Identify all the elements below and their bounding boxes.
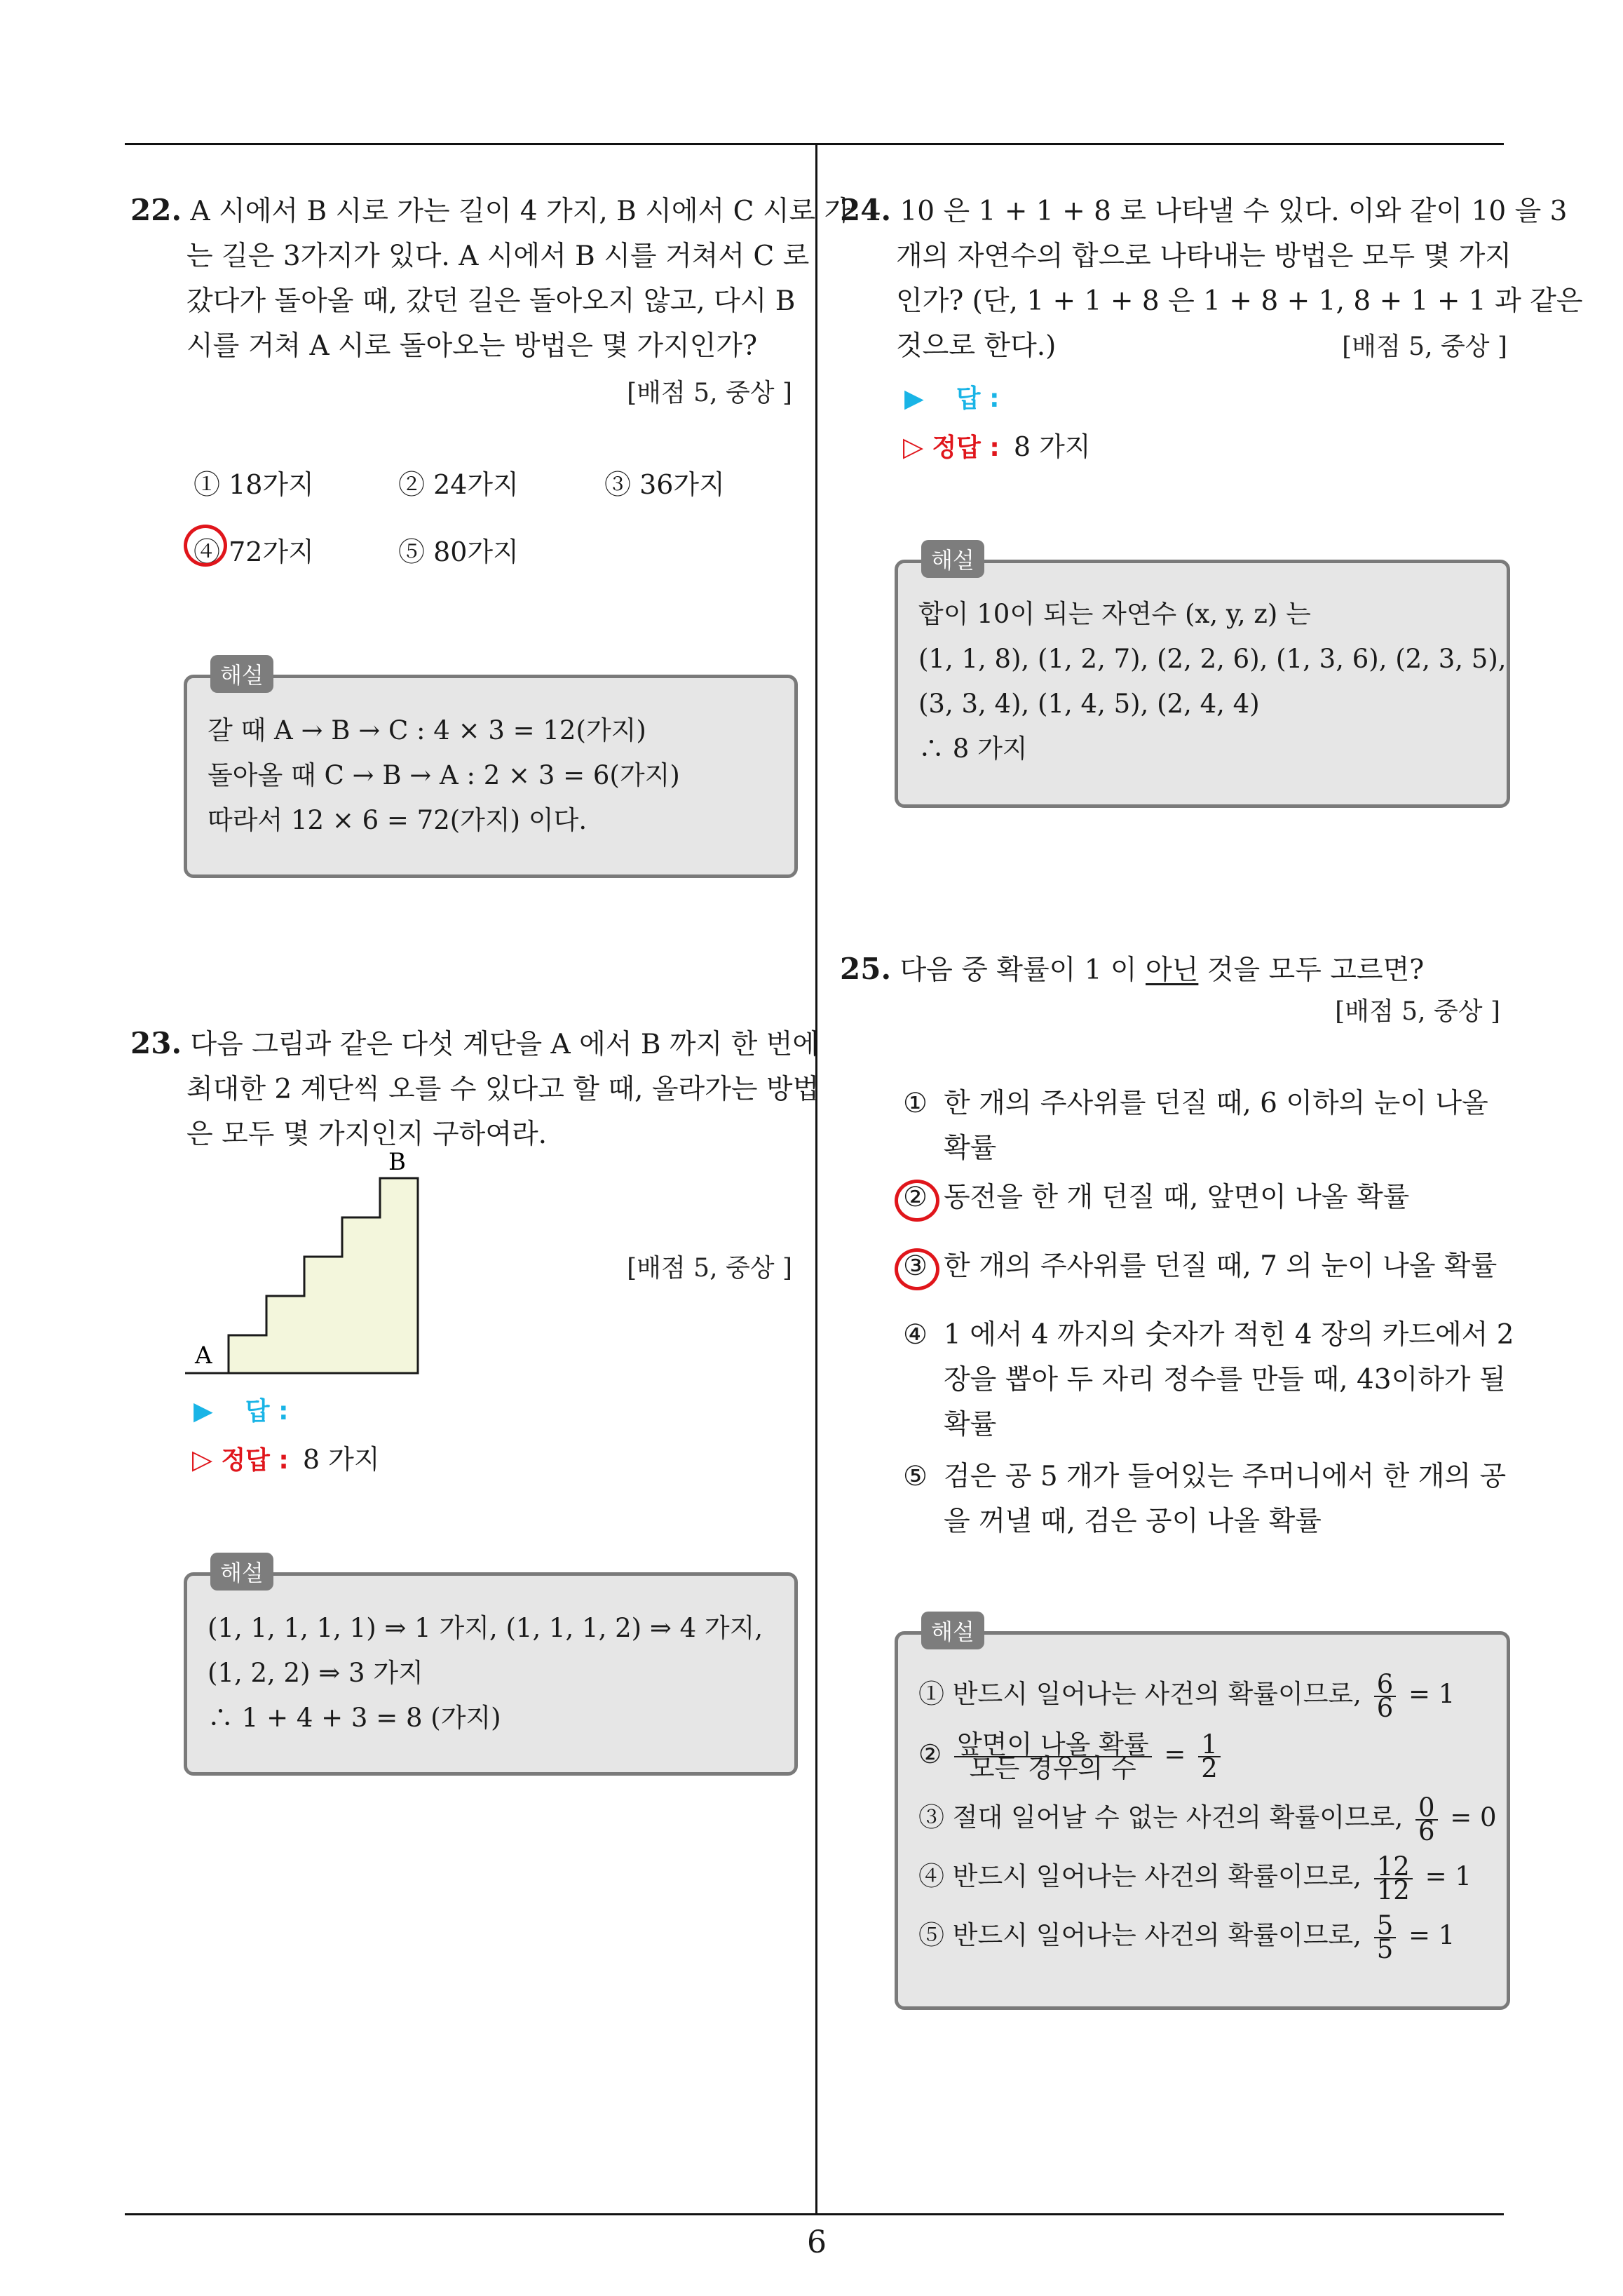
solution-text [208, 708, 680, 843]
label-b: B [388, 1148, 406, 1176]
score-label: [배점 5, 중상 ] [627, 379, 792, 407]
solution-line: ∴ 1 + 4 + 3 = 8 (가지) [208, 1703, 501, 1733]
question-text: 것을 모두 고르면? [1198, 954, 1425, 986]
page-number: 6 [807, 2224, 827, 2260]
solution-line-4 [918, 1851, 1472, 1905]
fraction: $\frac{1}{2}$ [1198, 1734, 1221, 1780]
score-label: [배점 5, 중상 ] [627, 1254, 792, 1283]
solution-text: ③ 절대 일어날 수 없는 사건의 확률이므로, [918, 1802, 1404, 1832]
answer-line [193, 1391, 289, 1427]
solution-result: = 1 [1425, 1861, 1472, 1891]
choice-text: 장을 뽑아 두 자리 정수를 만들 때, 43이하가 될 [944, 1364, 1506, 1396]
solution-text: ⑤ 반드시 일어나는 사건의 확률이므로, [918, 1920, 1361, 1950]
question-text: 다음 중 확률이 1 이 [899, 954, 1146, 986]
choice-text: 동전을 한 개 던질 때, 앞면이 나올 확률 [944, 1182, 1410, 1213]
question-text: 인가? (단, 1 + 1 + 8 은 1 + 8 + 1, 8 + 1 + 1 과 같은 [896, 285, 1583, 317]
score-label: [배점 5, 중상 ] [1335, 997, 1500, 1026]
choice-text: 검은 공 5 개가 들어있는 주머니에서 한 개의 공 [944, 1461, 1507, 1492]
choice-mark: ③ [903, 1250, 928, 1282]
answer-arrow-icon: ▶ [904, 384, 924, 413]
solution-line-2 [918, 1729, 1225, 1783]
stairs-shape [186, 1178, 418, 1373]
choice-3[interactable] [903, 1244, 1506, 1289]
choice-text: 확률 [944, 1409, 997, 1440]
choice-3[interactable]: ③ 36가지 [604, 469, 725, 500]
score-label: [배점 5, 중상 ] [1342, 332, 1507, 361]
choice-2[interactable] [903, 1175, 1506, 1220]
correct-answer-line [903, 425, 1091, 464]
question-text: 것으로 한다.) [896, 330, 1057, 362]
solution-tag: 해설 [921, 540, 984, 578]
fraction: $\frac{12}{12}$ [1374, 1856, 1413, 1902]
choice-text: 확률 [944, 1133, 997, 1164]
choice-mark: ① [903, 1088, 928, 1119]
solution-result: = 0 [1450, 1802, 1497, 1832]
solution-text: ④ 반드시 일어나는 사건의 확률이므로, [918, 1861, 1361, 1891]
choice-4[interactable]: ④ 72가지 [193, 536, 314, 567]
choice-5[interactable] [903, 1454, 1506, 1544]
column-divider [815, 143, 817, 2215]
solution-eq: = [1164, 1739, 1186, 1769]
question-number: 23. [130, 1026, 182, 1060]
question-25 [840, 947, 1513, 993]
question-text: 시를 거쳐 A 시로 돌아오는 방법은 몇 가지인가? [186, 330, 757, 362]
answer-label: 답 : [245, 1397, 289, 1426]
answer-label: 답 : [956, 384, 1000, 413]
question-23 [130, 1021, 820, 1157]
solution-tag: 해설 [210, 1553, 273, 1591]
marked-answer-circle [895, 1248, 939, 1290]
correct-value: 8 가지 [302, 1444, 380, 1475]
solution-line: (1, 2, 2) ⇒ 3 가지 [208, 1658, 423, 1688]
choice-5[interactable]: ⑤ 80가지 [398, 536, 519, 567]
bottom-rule [125, 2213, 1504, 2215]
fraction: $\frac{5}{5}$ [1374, 1915, 1397, 1961]
solution-line: 합이 10이 되는 자연수 (x, y, z) 는 [918, 599, 1311, 629]
solution-line-1 [918, 1668, 1455, 1723]
solution-mark: ② [918, 1739, 942, 1769]
choice-mark: ④ [903, 1319, 928, 1351]
correct-answer-line [192, 1438, 380, 1476]
solution-line: 돌아올 때 C → B → A : 2 × 3 = 6(가지) [208, 760, 680, 790]
marked-answer-circle [184, 525, 227, 567]
solution-line-3 [918, 1792, 1497, 1846]
solution-line: (3, 3, 4), (1, 4, 5), (2, 4, 4) [918, 689, 1260, 719]
question-text: 는 길은 3가지가 있다. A 시에서 B 시를 거쳐서 C 로 [186, 241, 810, 272]
correct-arrow-icon: ▷ [903, 431, 924, 462]
answer-line [904, 379, 1000, 414]
question-number: 24. [840, 193, 892, 227]
choice-text: 한 개의 주사위를 던질 때, 7 의 눈이 나올 확률 [944, 1250, 1498, 1282]
question-text: A 시에서 B 시로 가는 길이 4 가지, B 시에서 C 시로 가 [190, 196, 851, 227]
top-rule [125, 143, 1504, 145]
choice-1[interactable]: ① 18가지 [193, 469, 314, 500]
question-text: 최대한 2 계단씩 오를 수 있다고 할 때, 올라가는 방법 [186, 1074, 820, 1105]
answer-arrow-icon: ▶ [193, 1397, 213, 1426]
question-number: 22. [130, 193, 182, 227]
solution-line: 따라서 12 × 6 = 72(가지) 이다. [208, 805, 588, 835]
solution-line: (1, 1, 1, 1, 1) ⇒ 1 가지, (1, 1, 1, 2) ⇒ 4 가지, [208, 1613, 763, 1643]
fraction: $\frac{\text{앞면이 나올 확률}}{\text{모든 경우의 수}}$ [954, 1734, 1152, 1780]
solution-line: (1, 1, 8), (1, 2, 7), (2, 2, 6), (1, 3, 6), (2, 3, 5), [918, 644, 1507, 674]
choice-4[interactable] [903, 1313, 1514, 1447]
question-text: 다음 그림과 같은 다섯 계단을 A 에서 B 까지 한 번에 [190, 1029, 820, 1060]
correct-label: 정답 : [932, 433, 1000, 462]
question-text: 개의 자연수의 합으로 나타내는 방법은 모두 몇 가지 [896, 241, 1512, 272]
fraction: $\frac{6}{6}$ [1374, 1673, 1397, 1720]
choice-mark: ⑤ [903, 1461, 928, 1492]
solution-text [208, 1606, 763, 1741]
question-number: 25. [840, 952, 892, 986]
question-text: 10 은 1 + 1 + 8 로 나타낼 수 있다. 이와 같이 10 을 3 [899, 196, 1568, 227]
stairs-figure [182, 1142, 435, 1380]
solution-tag: 해설 [921, 1612, 984, 1649]
solution-text [918, 592, 1507, 771]
solution-line-5 [918, 1910, 1455, 1964]
solution-line: ∴ 8 가지 [918, 734, 1028, 764]
correct-arrow-icon: ▷ [192, 1444, 213, 1475]
correct-label: 정답 : [221, 1446, 289, 1475]
solution-text: ① 반드시 일어나는 사건의 확률이므로, [918, 1679, 1361, 1709]
label-a: A [195, 1342, 212, 1370]
choice-text: 을 꺼낼 때, 검은 공이 나올 확률 [944, 1506, 1322, 1537]
choice-text: 1 에서 4 까지의 숫자가 적힌 4 장의 카드에서 2 [944, 1319, 1514, 1351]
choice-mark: ② [903, 1182, 928, 1213]
fraction: $\frac{0}{6}$ [1415, 1797, 1438, 1843]
question-22 [130, 188, 851, 369]
solution-tag: 해설 [210, 655, 273, 693]
solution-result: = 1 [1408, 1679, 1455, 1709]
solution-result: = 1 [1408, 1920, 1455, 1950]
question-text: 갔다가 돌아올 때, 갔던 길은 돌아오지 않고, 다시 B [186, 285, 796, 317]
question-emphasis: 아닌 [1146, 954, 1199, 986]
choice-text: 한 개의 주사위를 던질 때, 6 이하의 눈이 나올 [944, 1088, 1488, 1119]
choice-1[interactable] [903, 1081, 1506, 1171]
marked-answer-circle [895, 1180, 939, 1222]
solution-line: 갈 때 A → B → C : 4 × 3 = 12(가지) [208, 715, 646, 745]
choice-2[interactable]: ② 24가지 [398, 469, 519, 500]
correct-value: 8 가지 [1013, 431, 1091, 462]
question-text: 은 모두 몇 가지인지 구하여라. [186, 1119, 548, 1150]
